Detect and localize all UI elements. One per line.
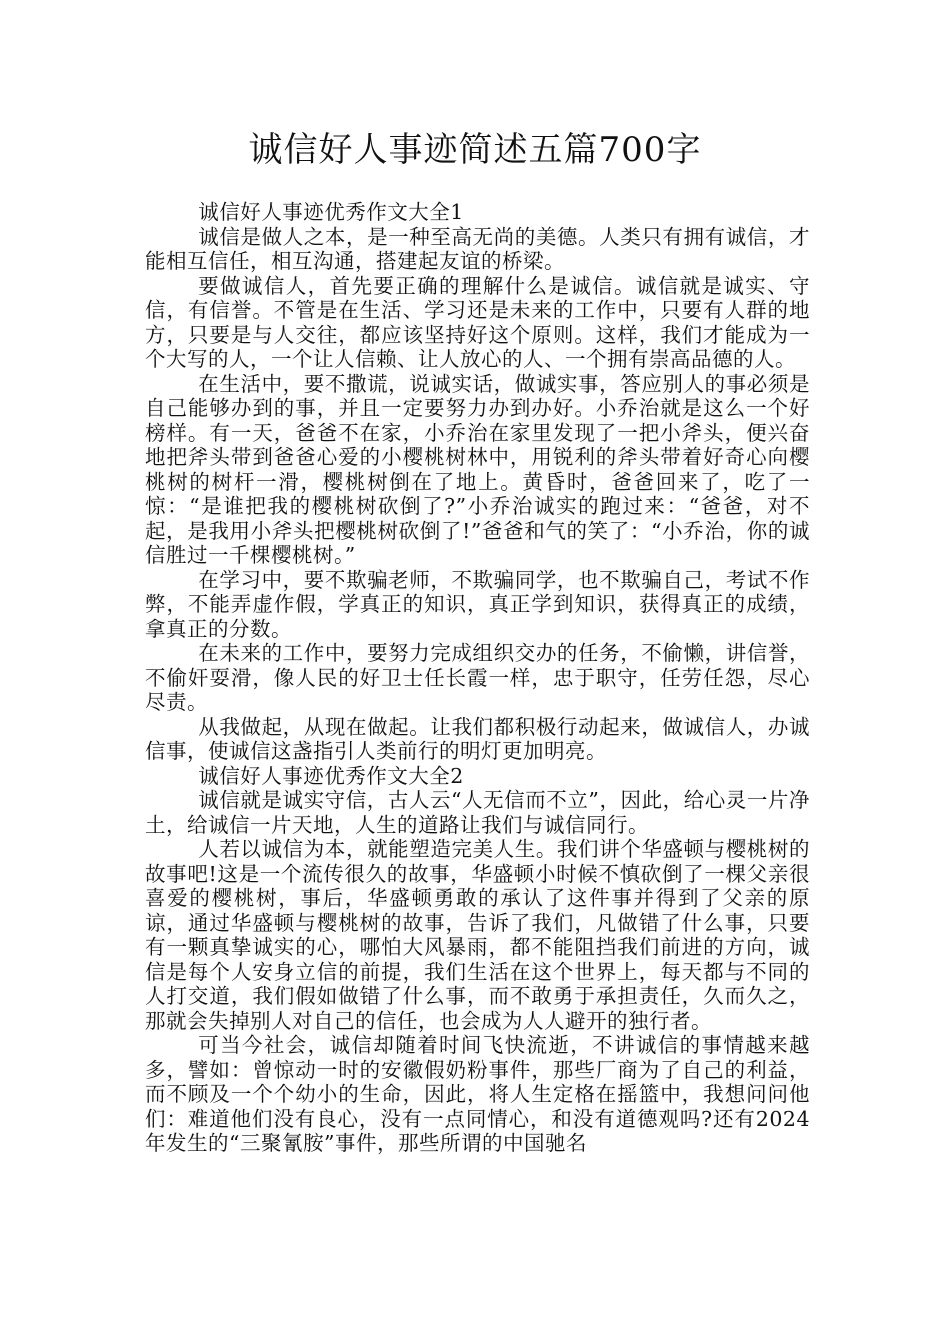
document-title: 诚信好人事迹简述五篇700字 [248,130,702,170]
paragraph: 人若以诚信为本，就能塑造完美人生。我们讲个华盛顿与樱桃树的故事吧!这是一个流传很久的故事，华盛顿小时候不慎砍倒了一棵父亲很喜爱的樱桃树，事后，华盛顿勇敢的承认了这件事并得到了父亲的原谅，通过华盛顿与樱桃树的故事，告诉了我们，凡做错了什么事，只要有一颗真挚诚实的心，哪怕大风暴雨，都不能阻挡我们前进的方向，诚信是每个人安身立信的前提，我们生活在这个世界上，每天都与不同的人打交道，我们假如做错了什么事，而不敢勇于承担责任，久而久之，那就会失掉别人对自己的信任，也会成为人人避开的独行者。 [145,837,810,1033]
paragraph: 在未来的工作中，要努力完成组织交办的任务，不偷懒，讲信誉，不偷奸耍滑，像人民的好卫士任长霞一样，忠于职守，任劳任怨，尽心尽责。 [145,641,810,714]
paragraph: 在学习中，要不欺骗老师，不欺骗同学，也不欺骗自己，考试不作弊，不能弄虚作假，学真正的知识，真正学到知识，获得真正的成绩，拿真正的分数。 [145,567,810,641]
paragraph: 诚信就是诚实守信，古人云“人无信而不立”，因此，给心灵一片净土，给诚信一片天地，人生的道路让我们与诚信同行。 [145,788,810,837]
section-heading: 诚信好人事迹优秀作文大全1 [198,200,464,224]
paragraph: 可当今社会，诚信却随着时间飞快流逝，不讲诚信的事情越来越多，譬如：曾惊动一时的安徽假奶粉事件，那些厂商为了自己的利益，而不顾及一个个幼小的生命，因此，将人生定格在摇篮中，我想问问他们：难道他们没有良心，没有一点同情心，和没有道德观吗?还有2024年发生的“三聚氰胺”事件，那些所谓的中国驰名 [145,1033,810,1155]
section-heading: 诚信好人事迹优秀作文大全2 [198,763,464,788]
paragraph: 诚信是做人之本，是一种至高无尚的美德。人类只有拥有诚信，才能相互信任，相互沟通，搭建起友谊的桥梁。 [145,224,810,273]
document-body [145,200,810,1156]
paragraph: 在生活中，要不撒谎，说诚实话，做诚实事，答应别人的事必须是自己能够办到的事，并且一定要努力办到办好。小乔治就是这么一个好榜样。有一天，爸爸不在家，小乔治在家里发现了一把小斧头，便兴奋地把斧头带到爸爸心爱的小樱桃树林中，用锐利的斧头带着好奇心向樱桃树的树杆一滑，樱桃树倒在了地上。黄昏时，爸爸回来了，吃了一惊：“是谁把我的樱桃树砍倒了?”小乔治诚实的跑过来：“爸爸，对不起，是我用小斧头把樱桃树砍倒了!”爸爸和气的笑了：“小乔治，你的诚信胜过一千棵樱桃树。” [145,371,810,567]
paragraph: 要做诚信人，首先要正确的理解什么是诚信。诚信就是诚实、守信，有信誉。不管是在生活、学习还是未来的工作中，只要有人群的地方，只要是与人交往，都应该坚持好这个原则。这样，我们才能成为一个大写的人，一个让人信赖、让人放心的人、一个拥有崇高品德的人。 [145,273,810,371]
paragraph: 从我做起，从现在做起。让我们都积极行动起来，做诚信人，办诚信事，使诚信这盏指引人类前行的明灯更加明亮。 [145,714,810,763]
